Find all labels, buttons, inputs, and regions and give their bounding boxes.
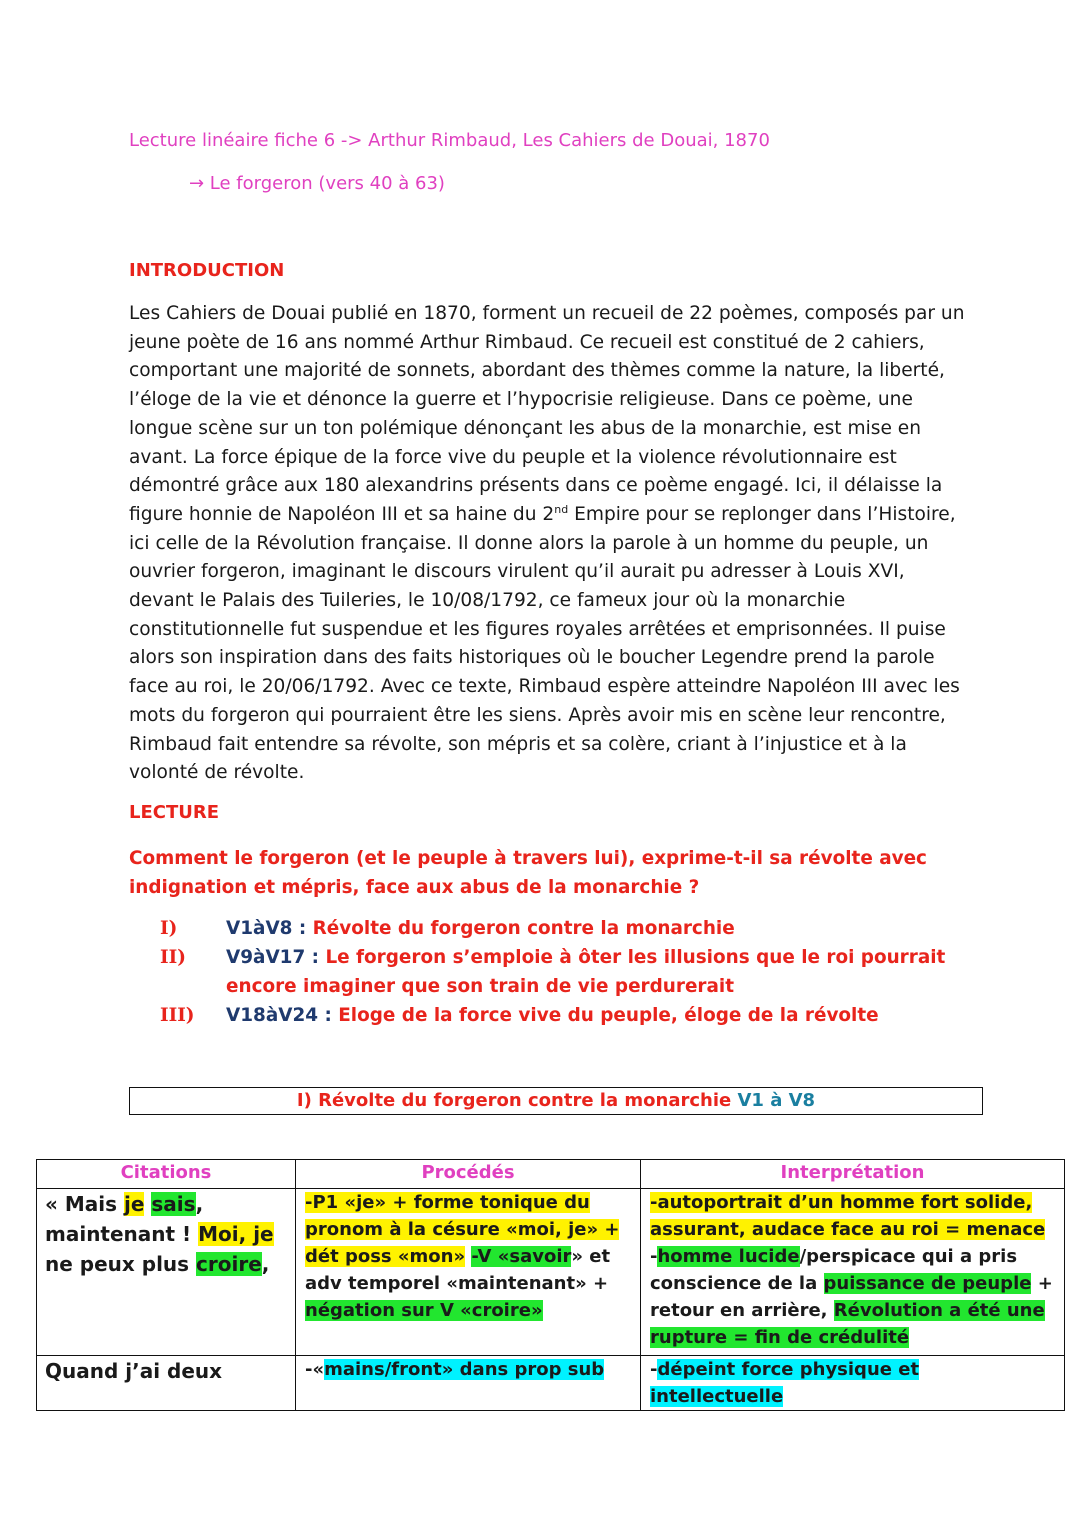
- highlighted-text: homme lucide: [657, 1246, 800, 1267]
- plan-verses: V1àV8: [226, 918, 293, 939]
- introduction-paragraph: [129, 300, 969, 788]
- highlighted-text: -P1 «je» + forme tonique du pronom à la césure «moi, je» + dét poss «mon»: [305, 1192, 620, 1267]
- table-row: [37, 1356, 1065, 1411]
- plan-item: [160, 1001, 960, 1030]
- cell-text: + retour en arrière,: [650, 1273, 1053, 1321]
- citation-cell: [37, 1189, 296, 1356]
- column-header: Citations: [37, 1160, 296, 1189]
- cell-text: ,: [261, 1252, 270, 1276]
- cell-text: , maintenant !: [45, 1192, 204, 1246]
- plan-separator: :: [292, 918, 313, 939]
- document-subtitle: → Le forgeron (vers 40 à 63): [189, 173, 445, 194]
- table-header-row: [37, 1160, 1065, 1189]
- problematic-question: Comment le forgeron (et le peuple à travers lui), exprime-t-il sa révolte avec indignation et mépris, face aux abus de la monarchie ?: [129, 848, 927, 898]
- highlighted-text: -V «savoir: [471, 1246, 572, 1267]
- highlighted-text: sais: [151, 1192, 196, 1216]
- plan-verses: V18àV24: [226, 1005, 319, 1026]
- column-header: Procédés: [296, 1160, 641, 1189]
- lecture-heading: LECTURE: [129, 802, 220, 823]
- cell-text: « Mais: [45, 1192, 125, 1216]
- plan-number: II): [160, 947, 186, 968]
- plan-title: Eloge de la force vive du peuple, éloge de la révolte: [338, 1005, 879, 1026]
- plan-item: [160, 914, 960, 943]
- cell-text: » et adv temporel «maintenant» +: [305, 1246, 611, 1294]
- cell-text: -: [650, 1359, 658, 1380]
- plan-number: III): [160, 1005, 195, 1026]
- section-verses: V1 à V8: [737, 1090, 816, 1111]
- cell-text: ne peux plus: [45, 1252, 197, 1276]
- reading-plan: [160, 914, 960, 1030]
- highlighted-text: croire: [196, 1252, 262, 1276]
- intro-text-part1: Les Cahiers de Douai publié en 1870, forment un recueil de 22 poèmes, composés par un jeune poète de 16 ans nommé Arthur Rimbaud. Ce recueil est constitué de 2 cahiers, comportant une majorité de sonnets, abordant des thèmes comme la nature, la liberté, l’éloge de la vie et dénonce la guerre et l’hypocrisie religieuse. Dans ce poème, une longue scène sur un ton polémique dénonçant les abus de la monarchie, est mise en avant. La force épique de la force vive du peuple et la violence révolutionnaire est démontré grâce aux 180 alexandrins présents dans ce poème engagé. Ici, il délaisse la figure honnie de Napoléon III et sa haine du 2: [129, 303, 965, 525]
- intro-superscript: nd: [554, 502, 569, 516]
- plan-title: Révolte du forgeron contre la monarchie: [312, 918, 735, 939]
- plan-title: Le forgeron s’emploie à ôter les illusions que le roi pourrait encore imaginer que son train de vie perdurerait: [226, 947, 946, 997]
- plan-verses: V9àV17: [226, 947, 306, 968]
- table-row: [37, 1189, 1065, 1356]
- citation-cell: [37, 1356, 296, 1411]
- cell-text: /perspicace qui a pris conscience de la: [650, 1246, 1018, 1294]
- plan-separator: :: [305, 947, 326, 968]
- highlighted-text: -autoportrait d’un homme fort solide, assurant, audace face au roi = menace: [650, 1192, 1046, 1240]
- procedes-cell: [296, 1356, 641, 1411]
- intro-text-part2: Empire pour se replonger dans l’Histoire, ici celle de la Révolution française. Il donne alors la parole à un homme du peuple, un ouvrier forgeron, imaginant le discours virulent qu’il aurait pu adresser à Louis XVI, devant le Palais des Tuileries, le 10/08/1792, ce fameux jour où la monarchie constitutionnelle fut suspendue et les figures royales arrêtées et emprisonnées. Il puise alors son inspiration dans des faits historiques où le boucher Legendre prend la parole face au roi, le 20/06/1792. Avec ce texte, Rimbaud espère atteindre Napoléon III avec les mots du forgeron qui pourraient être les siens. Après avoir mis en scène leur rencontre, Rimbaud fait entendre sa révolte, son mépris et sa colère, criant à l’injustice et à la volonté de révolte.: [129, 503, 960, 784]
- highlighted-text: dépeint force physique et intellectuelle: [650, 1359, 920, 1407]
- highlighted-text: puissance de peuple: [823, 1273, 1032, 1294]
- section-title-box: [129, 1087, 983, 1115]
- cell-text: -: [650, 1246, 658, 1267]
- section-title: I) Révolte du forgeron contre la monarchie: [296, 1090, 732, 1111]
- plan-number: I): [160, 918, 178, 939]
- interpretation-cell: [641, 1356, 1065, 1411]
- cell-text: Quand j’ai deux: [45, 1359, 223, 1383]
- document-title: Lecture linéaire fiche 6 -> Arthur Rimbaud, Les Cahiers de Douai, 1870: [129, 130, 770, 151]
- analysis-table: [36, 1159, 1065, 1411]
- highlighted-text: je: [124, 1192, 145, 1216]
- plan-separator: :: [318, 1005, 339, 1026]
- introduction-heading: INTRODUCTION: [129, 260, 285, 281]
- column-header: Interprétation: [641, 1160, 1065, 1189]
- highlighted-text: Moi, je: [198, 1222, 274, 1246]
- cell-text: -«: [305, 1359, 325, 1380]
- interpretation-cell: [641, 1189, 1065, 1356]
- highlighted-text: mains/front» dans prop sub: [324, 1359, 605, 1380]
- highlighted-text: négation sur V «croire»: [305, 1300, 543, 1321]
- plan-item: [160, 943, 960, 1001]
- procedes-cell: [296, 1189, 641, 1356]
- highlighted-text: Révolution a été une rupture = fin de crédulité: [650, 1300, 1045, 1348]
